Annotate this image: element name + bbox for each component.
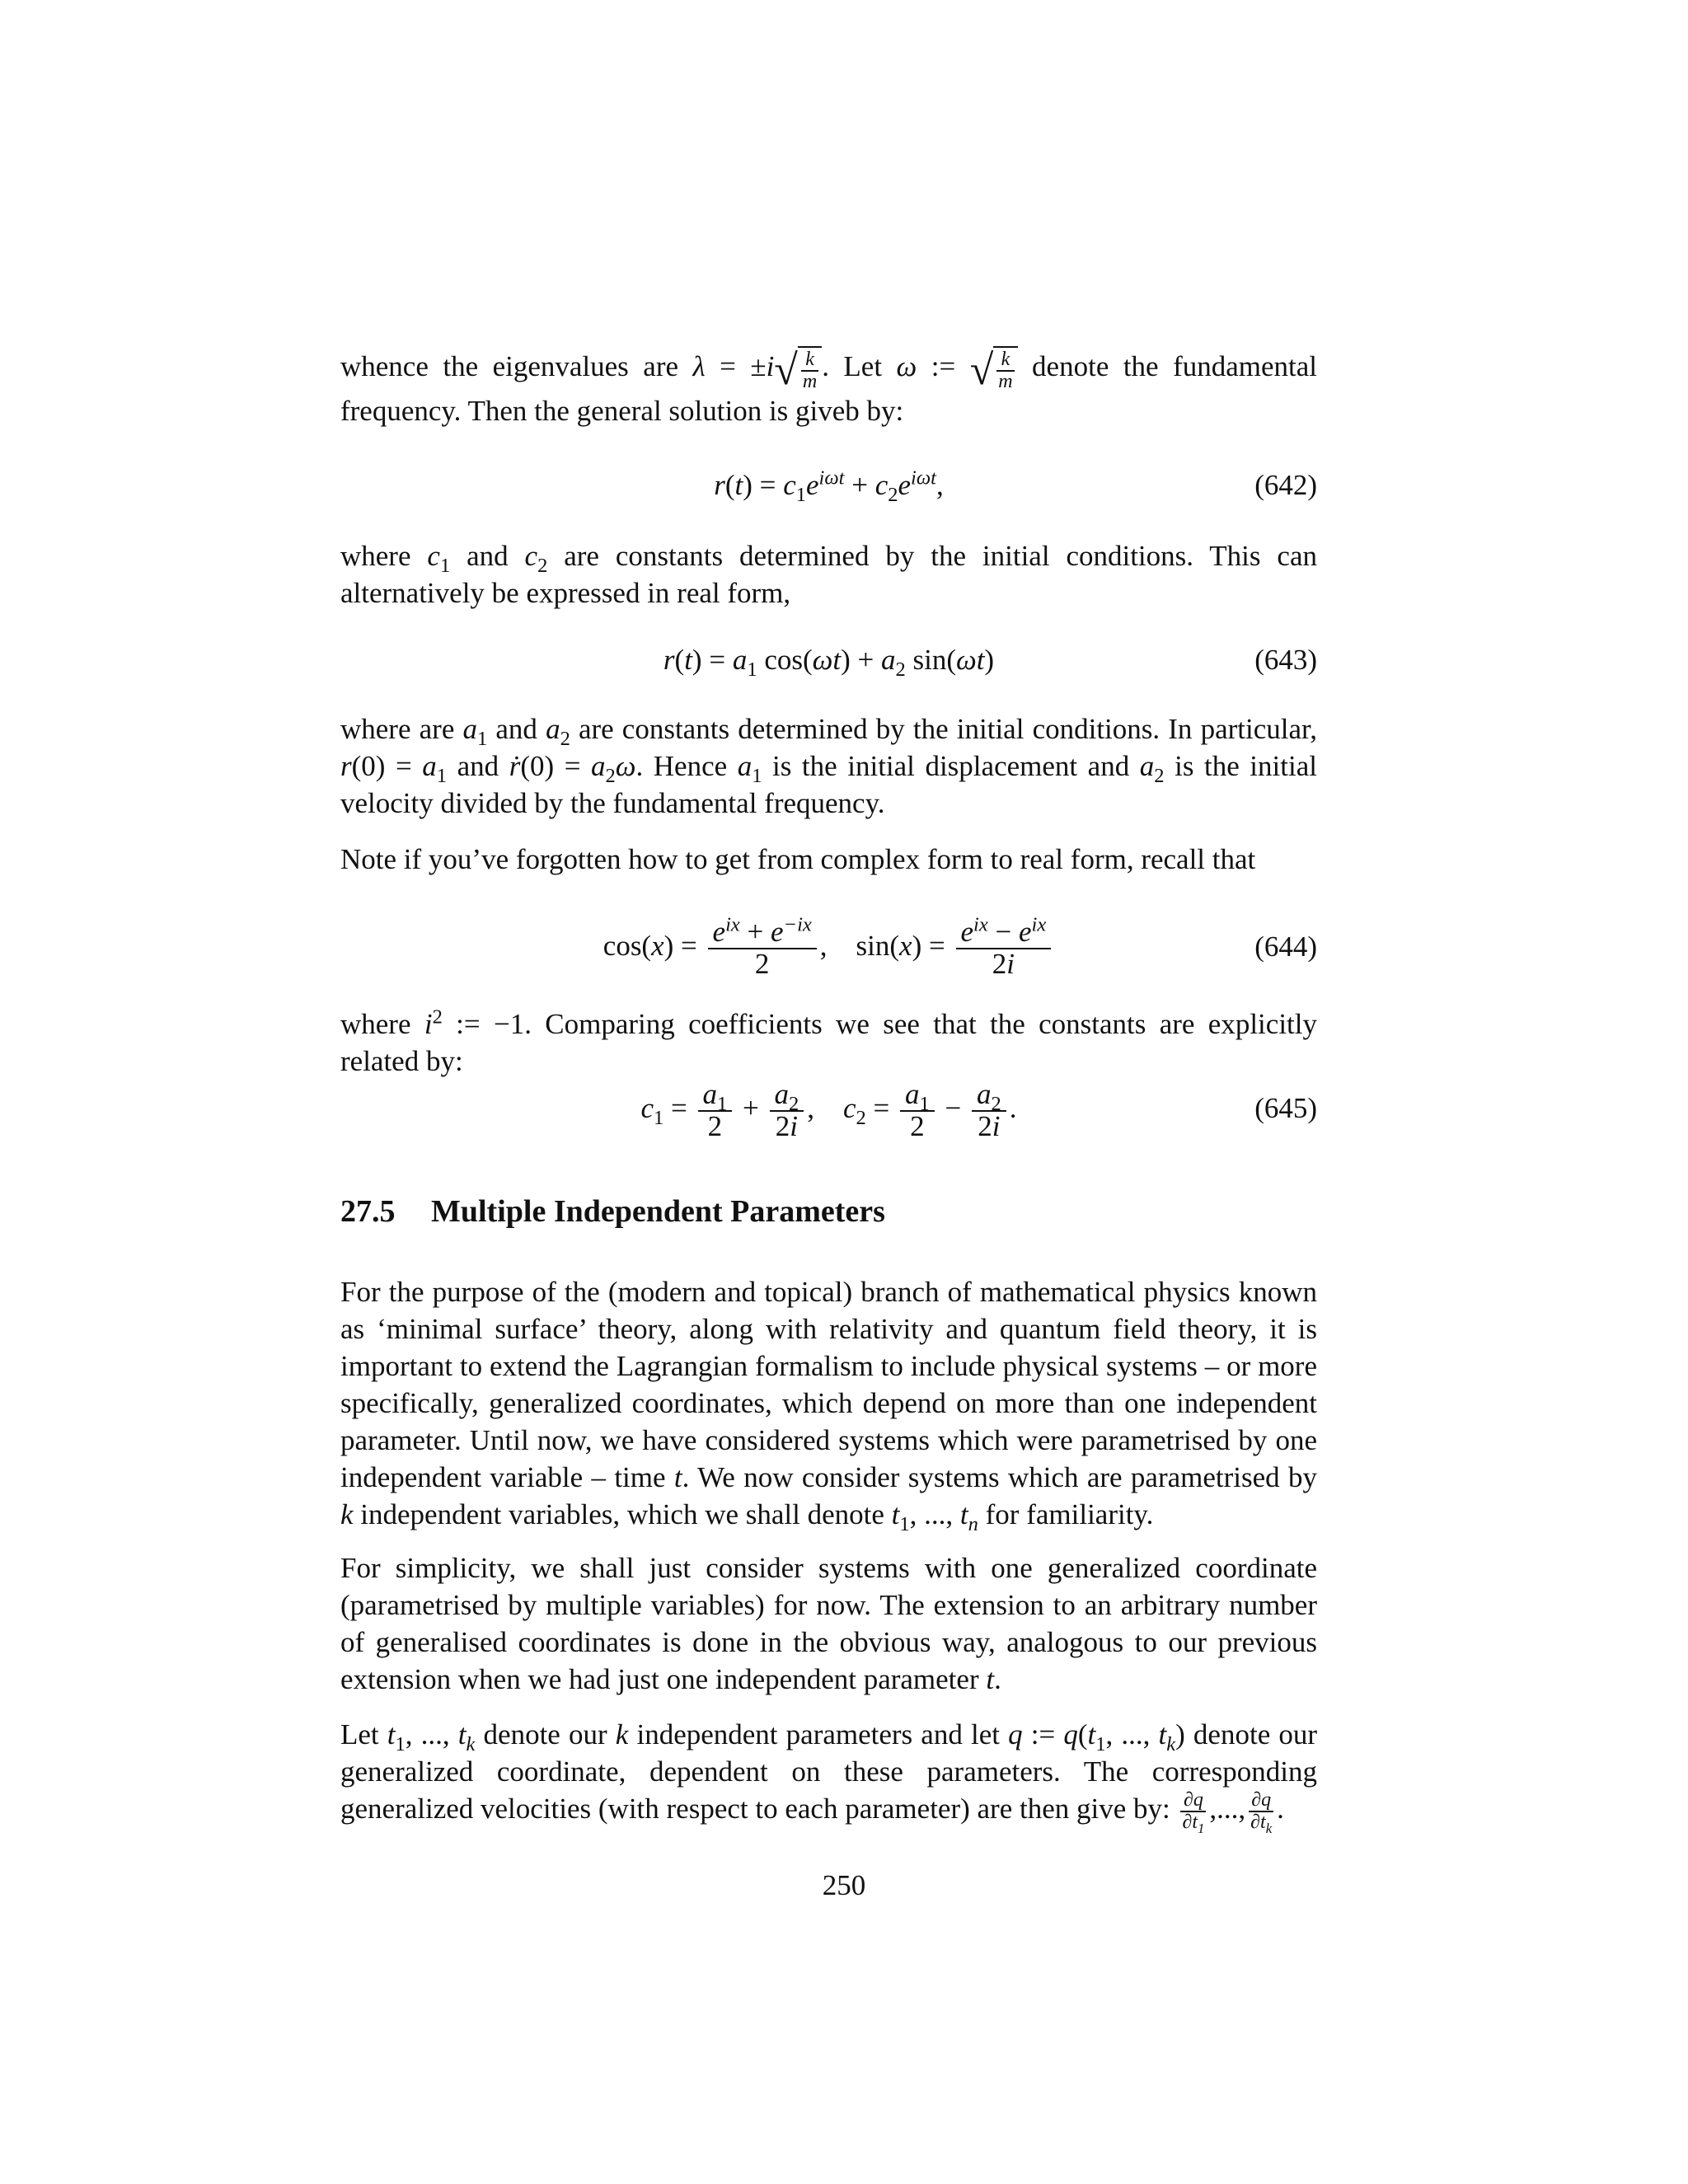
equation-number: (642) xyxy=(1254,469,1317,501)
paragraph-generalized-velocities: Let $t_1$, ..., $t_k$ denote our k independent parameters and let q := $q(t_1$, ..., $t_k$) denote our generalized coordinate, dependent on these parameters. The corresponding generalized velocities (with respect to each parameter) are then give by: $\frac{\partial q}{\partial t_1}$ ,..., $\frac{\partial q}{\partial t_k}$ . xyxy=(340,1718,1318,1836)
equation-644: cos(x) = $\frac{e^{ix} + e^{-ix}}{2}$ , sin(x) = $\frac{e^{ix} - e^{ix}}{2i}$ (644) xyxy=(603,913,1317,980)
equation-number: (645) xyxy=(1254,1092,1317,1124)
paragraph-eigenvalues: whence the eigenvalues are λ = ±i √ $\frac{k}{m}$ . Let ω := √ $\frac{k}{m}$ denote the fundamental frequency. Then the general solution is giveb by: xyxy=(340,347,1317,428)
equation-643: $r(t) = a_1$ $\cos(\omega t) + a_2$ sin(ωt) (643) xyxy=(340,641,1317,691)
section-title: Multiple Independent Parameters xyxy=(431,1194,885,1229)
equation-645: $c_1$ = $\frac{a_1}{2}$ + $\frac{a_2}{2i}$ , $c_2$ = $\frac{a_1}{2}$ − $\frac{a_2}{2i}$ . (645) xyxy=(640,1078,1317,1142)
paragraph-note: Note if you’ve forgotten how to get from complex form to real form, recall that xyxy=(340,843,1256,875)
equation-number: (643) xyxy=(1254,644,1317,676)
section-heading xyxy=(340,1192,885,1231)
paragraph-comparing: where $i^2$ := −1. Comparing coefficients we see that the constants are explicitly related by: xyxy=(340,1005,1317,1077)
paragraph-constants: where $c_1$ and $c_2$ are constants determined by the initial conditions. This can alternatively be expressed in real form, xyxy=(340,540,1317,609)
paragraph-minimal-surface: For the purpose of the (modern and topical) branch of mathematical physics known as ‘minimal surface’ theory, along with relativity and quantum field theory, it is important to extend the Lagrangian formalism to include physical systems – or more specifically, generalized coordinates, which depend on more than one independent parameter. Until now, we have considered systems which were parametrised by one independent variable – time t. We now consider systems which are parametrised by k independent variables, which we shall denote $t_1$, ..., $t_n$ for familiarity. xyxy=(340,1276,1317,1535)
section-number: 27.5 xyxy=(340,1194,396,1229)
equation-number: (644) xyxy=(1254,930,1317,963)
equation-642: $r(t) = c_1e^{i\omega t} + c_2e^{i\omega t}$, (642) xyxy=(714,466,1317,506)
paragraph-initial-conditions: where are $a_1$ and $a_2$ are constants determined by the initial conditions. In particular, $r(0) = a_1$ and ṙ(0) = $a_2\omega$. Hence $a_1$ is the initial displacement and $a_2$ is the initial velocity divided by the fundamental frequency. xyxy=(340,713,1317,819)
page-number: 250 xyxy=(822,1869,866,1901)
paragraph-simplicity: For simplicity, we shall just consider systems with one generalized coordinate (parametrised by multiple variables) for now. The extension to an arbitrary number of generalised coordinates is done in the obvious way, analogous to our previous extension when we had just one independent parameter t. xyxy=(340,1552,1317,1695)
